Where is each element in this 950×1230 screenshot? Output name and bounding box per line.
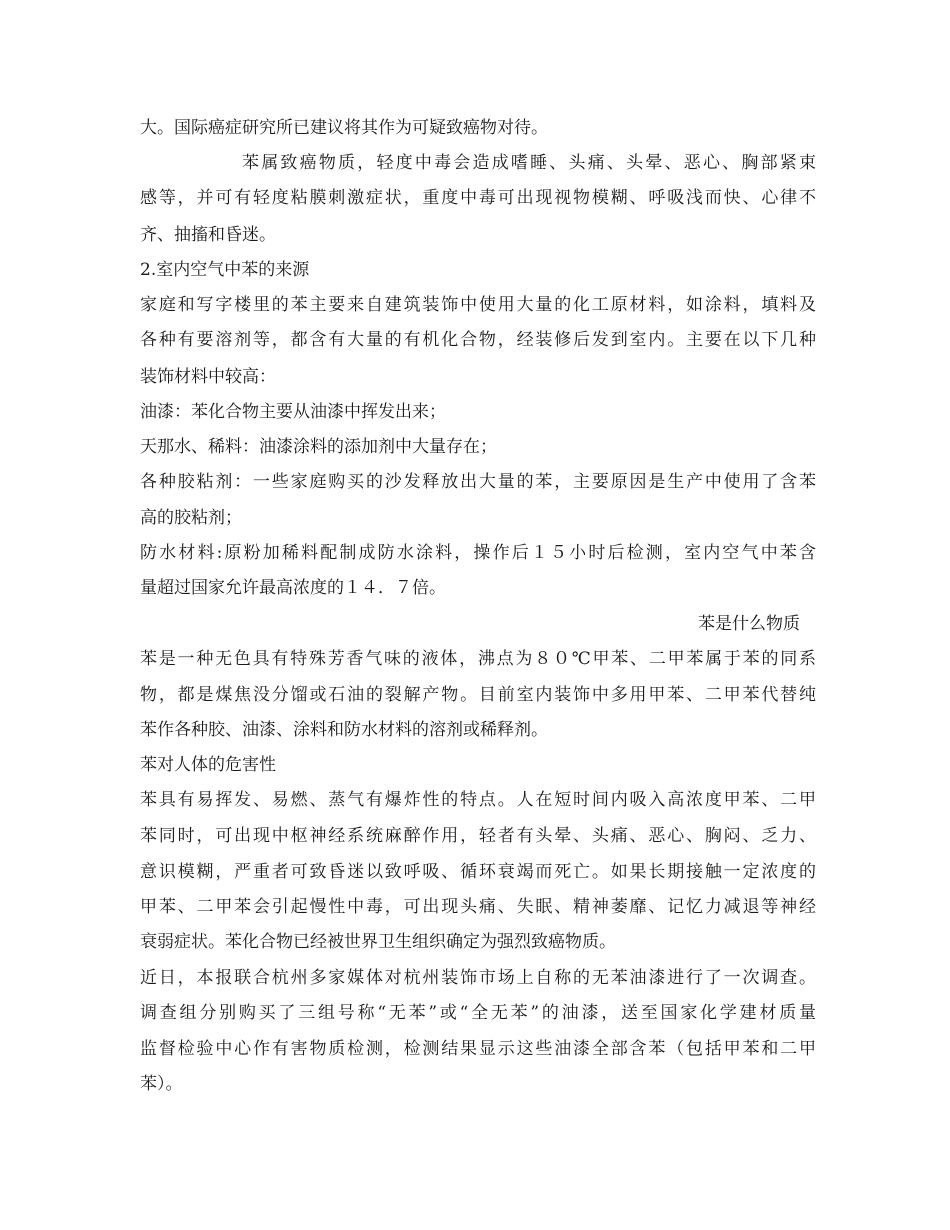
text-line: 苯属致癌物质，轻度中毒会造成嗜睡、头痛、头晕、恶心、胸部紧束 xyxy=(242,153,816,173)
text-line: 天那水、稀料：油漆涂料的添加剂中大量存在； xyxy=(140,437,497,457)
text-line: 物，都是煤焦没分馏或石油的裂解产物。目前室内装饰中多用甲苯、二甲苯代替纯 xyxy=(140,685,816,705)
text-line: 苯同时，可出现中枢神经系统麻醉作用，轻者有头晕、头痛、恶心、胸闷、乏力、 xyxy=(140,826,816,846)
text-line: 防水材料:原粉加稀料配制成防水涂料，操作后１５小时后检测，室内空气中苯含 xyxy=(140,543,816,563)
text-line: 近日，本报联合杭州多家媒体对杭州装饰市场上自称的无苯油漆进行了一次调查。 xyxy=(140,968,816,988)
section-heading: 苯对人体的危害性 xyxy=(140,755,276,775)
text-line: 油漆：苯化合物主要从油漆中挥发出来； xyxy=(140,402,446,422)
text-line: 装饰材料中较高： xyxy=(140,367,276,387)
section-heading: 苯是什么物质 xyxy=(698,614,800,634)
text-line: 高的胶粘剂； xyxy=(140,508,242,528)
text-line: 各种胶粘剂：一些家庭购买的沙发释放出大量的苯，主要原因是生产中使用了含苯 xyxy=(140,472,816,492)
text-line: 意识模糊，严重者可致昏迷以致呼吸、循环衰竭而死亡。如果长期接触一定浓度的 xyxy=(140,862,816,882)
text-line: 家庭和写字楼里的苯主要来自建筑装饰中使用大量的化工原材料，如涂料，填料及 xyxy=(140,295,816,315)
text-line: 苯）。 xyxy=(140,1074,183,1094)
text-line: 量超过国家允许最高浓度的１４．７倍。 xyxy=(140,578,446,598)
text-line: 甲苯、二甲苯会引起慢性中毒，可出现头痛、失眠、精神萎靡、记忆力减退等神经 xyxy=(140,897,816,917)
text-line: 苯作各种胶、油漆、涂料和防水材料的溶剂或稀释剂。 xyxy=(140,720,548,740)
section-heading: 2.室内空气中苯的来源 xyxy=(140,260,310,280)
text-line: 齐、抽搐和昏迷。 xyxy=(140,225,276,245)
text-line: 衰弱症状。苯化合物已经被世界卫生组织确定为强烈致癌物质。 xyxy=(140,932,616,952)
text-line: 苯具有易挥发、易燃、蒸气有爆炸性的特点。人在短时间内吸入高浓度甲苯、二甲 xyxy=(140,790,816,810)
text-line: 大。国际癌症研究所已建议将其作为可疑致癌物对待。 xyxy=(140,118,548,138)
text-line: 监督检验中心作有害物质检测，检测结果显示这些油漆全部含苯（包括甲苯和二甲 xyxy=(140,1039,816,1059)
text-line: 苯是一种无色具有特殊芳香气味的液体，沸点为８０℃甲苯、二甲苯属于苯的同系 xyxy=(140,649,816,669)
text-line: 各种有要溶剂等，都含有大量的有机化合物，经装修后发到室内。主要在以下几种 xyxy=(140,330,816,350)
text-line: 感等，并可有轻度粘膜刺激症状，重度中毒可出现视物模糊、呼吸浅而快、心律不 xyxy=(140,188,816,208)
text-line: 调查组分别购买了三组号称“无苯”或“全无苯”的油漆，送至国家化学建材质量 xyxy=(140,1003,816,1023)
